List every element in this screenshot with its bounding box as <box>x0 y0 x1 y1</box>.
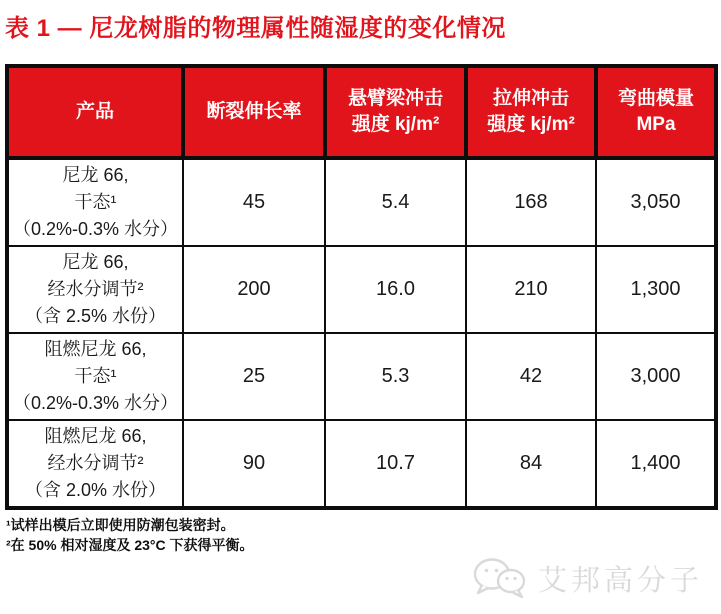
value-cell: 42 <box>466 333 596 420</box>
product-line: 尼龙 66, <box>62 252 129 272</box>
footnotes <box>6 515 721 555</box>
footnote-2: ²在 50% 相对湿度及 23°C 下获得平衡。 <box>6 537 254 553</box>
header-label: 断裂伸长率 <box>206 101 302 122</box>
wechat-icon <box>470 554 528 602</box>
header-label: 产品 <box>75 101 114 122</box>
col-header-izod-impact <box>325 66 466 158</box>
col-header-product <box>7 66 183 158</box>
header-row <box>7 66 716 158</box>
col-header-tensile-impact <box>466 66 596 158</box>
page-title: 表 1 — 尼龙树脂的物理属性随湿度的变化情况 <box>5 15 506 42</box>
product-cell <box>7 246 183 333</box>
product-line: 经水分调节² <box>47 453 144 473</box>
watermark <box>470 554 703 602</box>
product-line: 尼龙 66, <box>62 165 129 185</box>
product-line: （0.2%-0.3% 水分） <box>12 393 179 413</box>
properties-table <box>5 64 718 510</box>
value-cell: 168 <box>466 158 596 246</box>
product-line: 阻燃尼龙 66, <box>44 339 147 359</box>
product-line: （含 2.0% 水份） <box>24 480 167 500</box>
value-cell: 16.0 <box>325 246 466 333</box>
value-cell: 200 <box>183 246 325 333</box>
watermark-text: 艾邦高分子 <box>537 564 703 597</box>
product-line: 经水分调节² <box>47 279 144 299</box>
value-cell: 3,000 <box>596 333 716 420</box>
header-label: MPa <box>636 114 676 135</box>
value-cell: 3,050 <box>596 158 716 246</box>
table-row <box>7 420 716 508</box>
col-header-flexural-modulus <box>596 66 716 158</box>
product-line: 干态¹ <box>74 366 117 386</box>
header-label: 弯曲模量 <box>617 88 694 109</box>
product-line: （含 2.5% 水份） <box>24 306 167 326</box>
value-cell: 5.3 <box>325 333 466 420</box>
header-label: 强度 kj/m² <box>351 114 440 135</box>
header-label: 强度 kj/m² <box>487 114 575 135</box>
product-line: 阻燃尼龙 66, <box>44 426 147 446</box>
value-cell: 5.4 <box>325 158 466 246</box>
value-cell: 1,300 <box>596 246 716 333</box>
table-row <box>7 333 716 420</box>
product-line: 干态¹ <box>74 192 117 212</box>
value-cell: 25 <box>183 333 325 420</box>
product-cell <box>7 420 183 508</box>
col-header-elongation <box>183 66 325 158</box>
table-row <box>7 158 716 246</box>
value-cell: 90 <box>183 420 325 508</box>
value-cell: 84 <box>466 420 596 508</box>
header-label: 拉伸冲击 <box>492 88 569 109</box>
header-label: 悬臂梁冲击 <box>347 88 443 109</box>
value-cell: 45 <box>183 158 325 246</box>
product-cell <box>7 333 183 420</box>
value-cell: 210 <box>466 246 596 333</box>
product-cell <box>7 158 183 246</box>
value-cell: 1,400 <box>596 420 716 508</box>
value-cell: 10.7 <box>325 420 466 508</box>
footnote-1: ¹试样出模后立即使用防潮包装密封。 <box>6 517 235 533</box>
product-line: （0.2%-0.3% 水分） <box>12 219 179 239</box>
table-row <box>7 246 716 333</box>
